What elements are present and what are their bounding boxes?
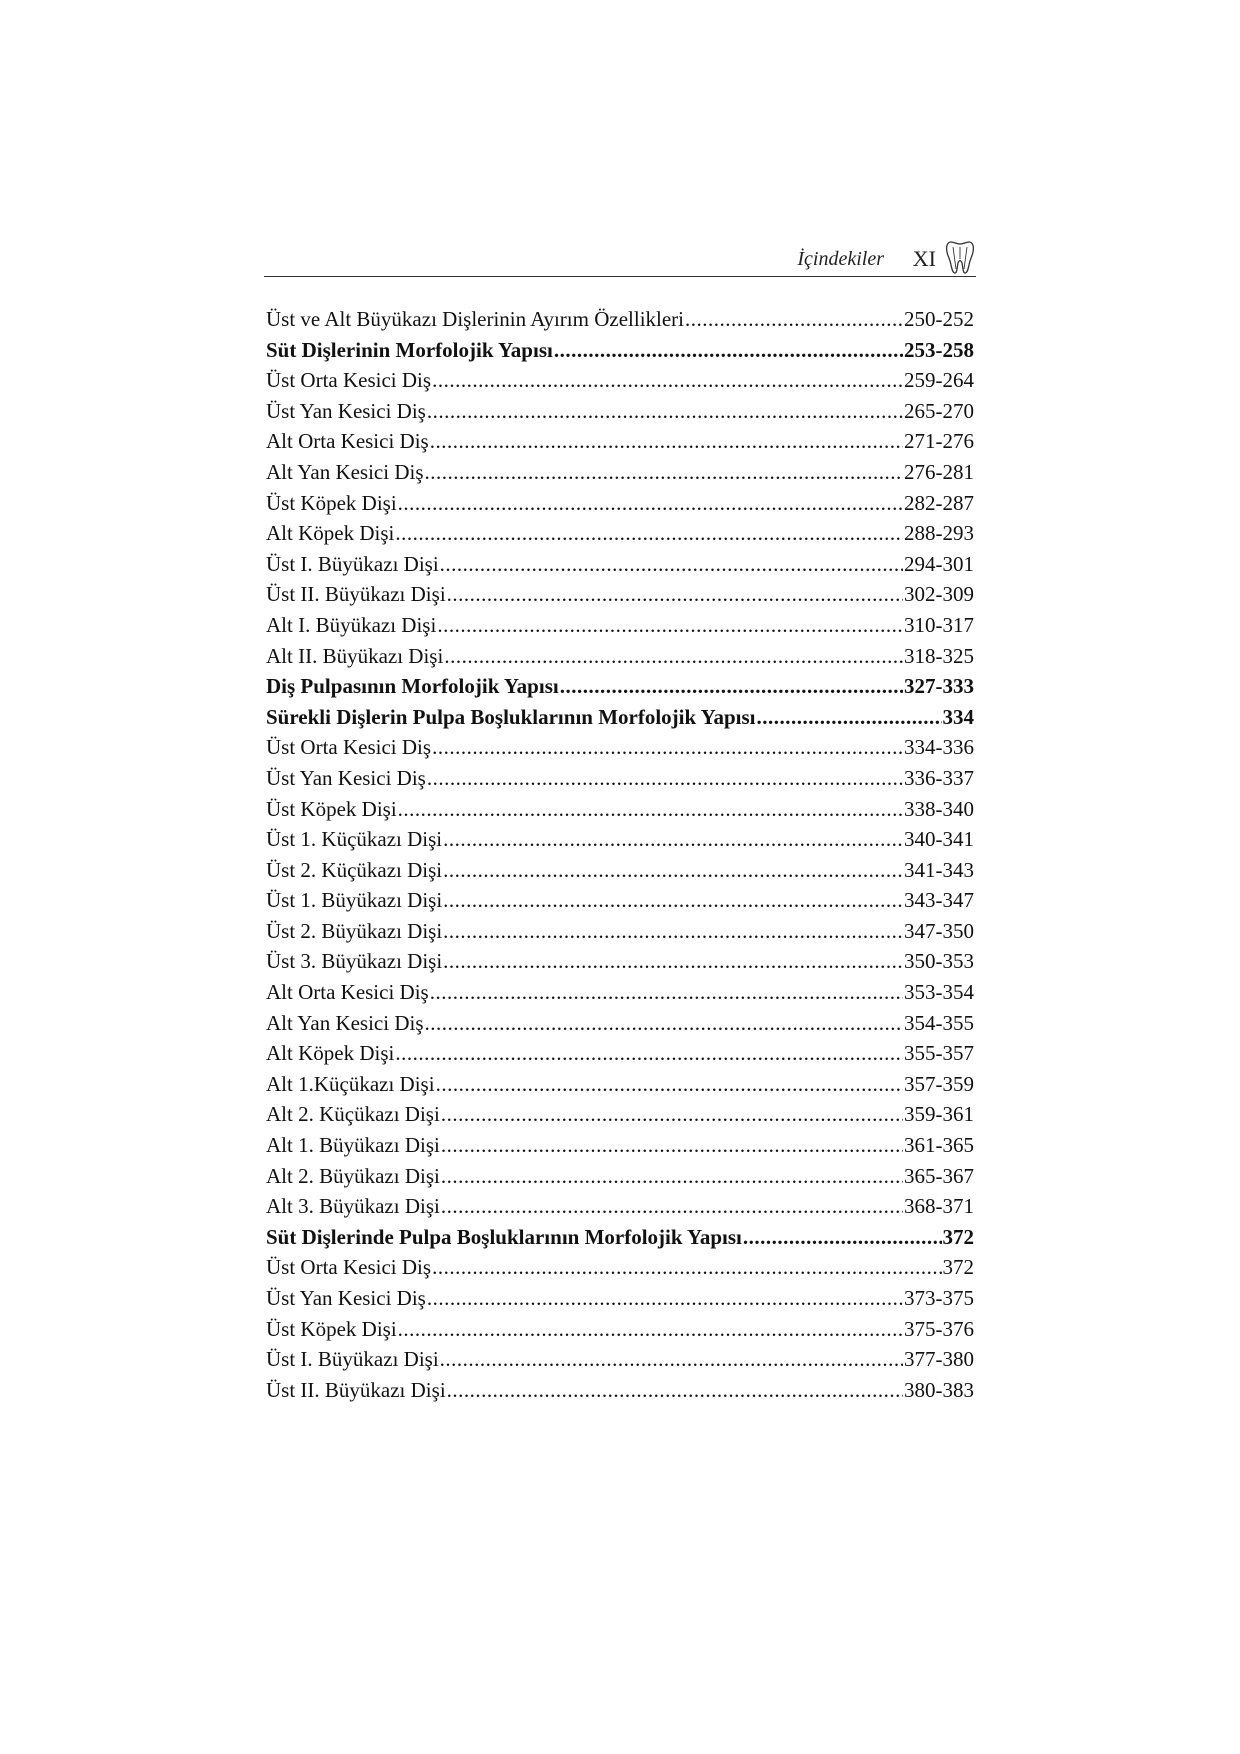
tooth-icon [944, 238, 976, 276]
dot-leader [743, 1222, 942, 1253]
toc-entry-label: Üst Yan Kesici Diş [266, 1286, 426, 1310]
toc-entry-pages: 334 [942, 704, 974, 729]
toc-entry [266, 1038, 974, 1069]
toc-entry-label: Üst Orta Kesici Diş [266, 1255, 432, 1280]
toc-entry [266, 824, 974, 855]
dot-leader [443, 946, 903, 977]
toc-entry [266, 457, 974, 488]
dot-leader [685, 304, 903, 335]
dot-leader [441, 1191, 903, 1222]
toc-entry-pages: 318-325 [904, 643, 974, 668]
dot-leader [398, 488, 903, 519]
toc-entry [266, 885, 974, 916]
toc-entry-label: Süt Dişlerinde Pulpa Boşluklarının Morfolojik Yapısı [266, 1224, 742, 1249]
dot-leader [432, 732, 903, 763]
dot-leader [443, 916, 903, 947]
toc-entry-pages: 282-287 [904, 490, 974, 515]
dot-leader [430, 426, 903, 457]
dot-leader [443, 824, 903, 855]
toc-entry-pages: 357-359 [904, 1071, 974, 1096]
toc-entry-pages: 334-336 [904, 735, 974, 760]
dot-leader [425, 1008, 903, 1039]
toc-entry-pages: 343-347 [904, 888, 974, 913]
toc-entry-label: Süt Dişlerinin Morfolojik Yapısı [266, 337, 553, 362]
toc-entry [266, 946, 974, 977]
toc-entry-pages: 327-333 [904, 674, 974, 699]
toc-entry-label: Alt 3. Büyükazı Dişi [266, 1194, 440, 1219]
toc-entry-label: Üst Orta Kesici Diş [266, 368, 432, 393]
dot-leader [440, 549, 903, 580]
toc-entry [266, 1008, 974, 1039]
toc-entry [266, 1069, 974, 1100]
toc-entry-label: Üst 3. Büyükazı Dişi [266, 949, 443, 974]
toc-entry-pages: 259-264 [904, 368, 974, 393]
dot-leader [430, 977, 903, 1008]
toc-entry [266, 426, 974, 457]
toc-entry-pages: 288-293 [904, 521, 974, 546]
toc-section-heading [266, 702, 974, 733]
toc-entry-label: Alt Köpek Dişi [266, 521, 395, 546]
toc-entry-pages: 372 [942, 1224, 974, 1249]
toc-entry [266, 732, 974, 763]
header-page-number: XI [912, 246, 936, 271]
toc-entry-pages: 377-380 [904, 1347, 974, 1372]
toc-entry-pages: 338-340 [904, 796, 974, 821]
toc-entry-label: Alt I. Büyükazı Dişi [266, 612, 437, 637]
dot-leader [447, 1375, 903, 1406]
toc-entry-pages: 354-355 [904, 1010, 974, 1035]
toc-entry-label: Üst 2. Büyükazı Dişi [266, 918, 443, 943]
toc-section-heading [266, 671, 974, 702]
toc-section-heading [266, 1222, 974, 1253]
toc-entry [266, 794, 974, 825]
dot-leader [427, 763, 903, 794]
toc-entry-label: Alt Orta Kesici Diş [266, 980, 429, 1005]
dot-leader [441, 1161, 903, 1192]
toc-entry-label: Alt Köpek Dişi [266, 1041, 395, 1066]
dot-leader [425, 457, 903, 488]
toc-entry [266, 304, 974, 335]
toc-entry [266, 1314, 974, 1345]
toc-entry-label: Üst Köpek Dişi [266, 1316, 397, 1341]
toc-entry-pages: 340-341 [904, 827, 974, 852]
dot-leader [443, 855, 903, 886]
toc-entry-pages: 373-375 [904, 1286, 974, 1310]
toc-entry [266, 579, 974, 610]
toc-entry [266, 365, 974, 396]
toc-entry-label: Üst 2. Küçükazı Dişi [266, 857, 443, 882]
toc-entry [266, 1161, 974, 1192]
toc-entry [266, 1344, 974, 1375]
toc-entry-pages: 347-350 [904, 918, 974, 943]
toc-entry-label: Alt Yan Kesici Diş [266, 1010, 424, 1035]
toc-entry-label: Üst 1. Küçükazı Dişi [266, 827, 443, 852]
toc-entry-label: Üst I. Büyükazı Dişi [266, 551, 439, 576]
toc-entry-pages: 375-376 [904, 1316, 974, 1341]
dot-leader [443, 885, 903, 916]
dot-leader [436, 1069, 903, 1100]
toc-entry [266, 1099, 974, 1130]
toc-entry [266, 916, 974, 947]
toc-entry [266, 1375, 974, 1406]
dot-leader [398, 1314, 903, 1345]
toc-entry-pages: 380-383 [904, 1377, 974, 1402]
toc-entry-pages: 302-309 [904, 582, 974, 607]
dot-leader [560, 671, 903, 702]
toc-section-heading [266, 335, 974, 366]
header-title: İçindekiler [797, 248, 884, 270]
dot-leader [441, 1099, 903, 1130]
toc-entry [266, 977, 974, 1008]
toc-entry-label: Üst Yan Kesici Diş [266, 398, 426, 423]
toc-entry-pages: 310-317 [904, 612, 974, 637]
dot-leader [432, 365, 903, 396]
dot-leader [554, 335, 903, 366]
toc-entry-label: Alt II. Büyükazı Dişi [266, 643, 444, 668]
toc-entry-label: Alt 1.Küçükazı Dişi [266, 1071, 435, 1096]
toc-entry-pages: 336-337 [904, 765, 974, 790]
dot-leader [444, 641, 903, 672]
toc-entry-label: Alt Orta Kesici Diş [266, 429, 429, 454]
toc-entry-pages: 341-343 [904, 857, 974, 882]
toc-entry-label: Üst ve Alt Büyükazı Dişlerinin Ayırım Özellikleri [266, 307, 685, 331]
toc-entry-pages: 368-371 [904, 1194, 974, 1219]
dot-leader [427, 1283, 903, 1314]
dot-leader [757, 702, 942, 733]
toc-entry [266, 1283, 974, 1314]
dot-leader [437, 610, 903, 641]
toc-entry-pages: 361-365 [904, 1133, 974, 1158]
toc-entry [266, 488, 974, 519]
toc-entry [266, 641, 974, 672]
toc-entry-label: Üst 1. Büyükazı Dişi [266, 888, 443, 913]
toc-entry-pages: 265-270 [904, 398, 974, 423]
toc-entry [266, 1191, 974, 1222]
toc-entry-pages: 372 [942, 1255, 974, 1280]
toc-entry-pages: 359-361 [904, 1102, 974, 1127]
toc-entry [266, 549, 974, 580]
toc-entry-pages: 355-357 [904, 1041, 974, 1066]
toc-entry-label: Üst Köpek Dişi [266, 796, 397, 821]
toc-entry-pages: 350-353 [904, 949, 974, 974]
toc-entry-label: Alt 2. Küçükazı Dişi [266, 1102, 440, 1127]
toc-entry-label: Üst Köpek Dişi [266, 490, 397, 515]
toc-entry-label: Sürekli Dişlerin Pulpa Boşluklarının Morfolojik Yapısı [266, 704, 756, 729]
dot-leader [441, 1130, 903, 1161]
running-header [264, 238, 976, 277]
toc-entry [266, 763, 974, 794]
dot-leader [427, 396, 903, 427]
toc-entry-pages: 365-367 [904, 1163, 974, 1188]
toc-entry [266, 610, 974, 641]
dot-leader [395, 518, 903, 549]
toc-entry-pages: 253-258 [904, 337, 974, 362]
toc-entry-pages: 353-354 [904, 980, 974, 1005]
dot-leader [395, 1038, 903, 1069]
toc-entry-label: Alt Yan Kesici Diş [266, 459, 424, 484]
toc-entry-label: Üst I. Büyükazı Dişi [266, 1347, 439, 1372]
toc-entry [266, 396, 974, 427]
toc-entry [266, 855, 974, 886]
toc-entry-label: Alt 2. Büyükazı Dişi [266, 1163, 440, 1188]
toc-entry-pages: 271-276 [904, 429, 974, 454]
toc-entry-label: Üst Orta Kesici Diş [266, 735, 432, 760]
toc-entry-label: Üst Yan Kesici Diş [266, 765, 426, 790]
toc-entry-pages: 276-281 [904, 459, 974, 484]
dot-leader [440, 1344, 903, 1375]
toc-entry-label: Alt 1. Büyükazı Dişi [266, 1133, 440, 1158]
toc-entry-pages: 294-301 [904, 551, 974, 576]
table-of-contents [266, 304, 974, 1405]
toc-entry-pages: 250-252 [904, 307, 974, 331]
toc-entry-label: Diş Pulpasının Morfolojik Yapısı [266, 674, 559, 699]
toc-entry [266, 1252, 974, 1283]
dot-leader [447, 579, 903, 610]
toc-entry-label: Üst II. Büyükazı Dişi [266, 1377, 446, 1402]
dot-leader [398, 794, 903, 825]
toc-entry [266, 518, 974, 549]
toc-entry-label: Üst II. Büyükazı Dişi [266, 582, 446, 607]
dot-leader [432, 1252, 941, 1283]
toc-entry [266, 1130, 974, 1161]
